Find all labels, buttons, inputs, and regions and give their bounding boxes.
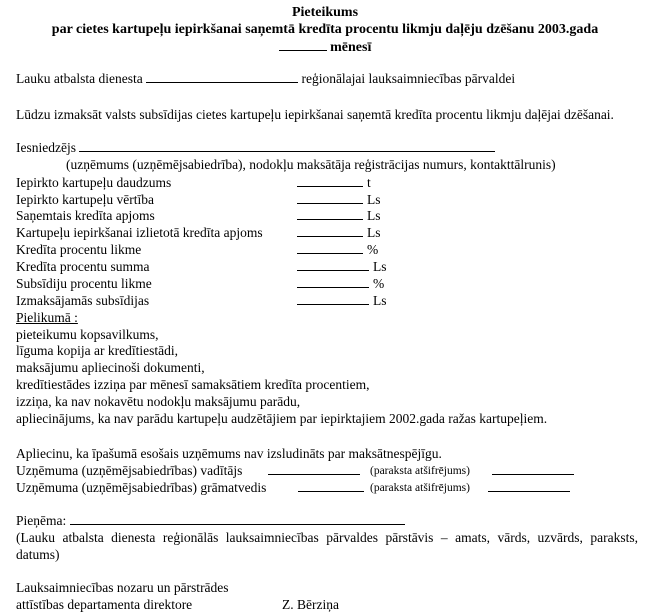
footer-name: Z. Bērziņa [282,597,339,612]
accountant-signature-blank[interactable] [298,479,364,492]
certification-statement: Apliecinu, ka īpašumā esošais uzņēmums nav izsludināts par maksātnespējīgu. [16,446,442,461]
request-text: Lūdzu izmaksāt valsts subsīdijas cietes kartupeļu iepirkšanai saņemtā kredīta procentu likmju daļējai dzēšanai. [16,107,614,122]
office-blank[interactable] [146,70,298,83]
footer-department: Lauksaimniecības nozaru un pārstrādes [16,580,229,595]
field-label: Izmaksājamās subsīdijas [16,293,150,308]
accepted-line [16,512,405,529]
field-blank[interactable] [297,258,369,271]
field-unit: Ls [367,208,381,223]
field-label: Iepirkto kartupeļu vērtība [16,192,154,207]
field-blank[interactable] [297,174,363,187]
field-blank[interactable] [297,275,369,288]
manager-name-blank[interactable] [492,462,574,475]
field-blank[interactable] [297,224,363,237]
attachment-item: maksājumu apliecinoši dokumenti, [16,360,205,375]
field-label: Iepirkto kartupeļu daudzums [16,175,172,190]
field-label: Kredīta procentu summa [16,259,150,274]
footer-title: attīstības departamenta direktore [16,597,193,612]
accountant-name-blank[interactable] [488,479,570,492]
office-suffix: reģionālajai lauksaimniecības pārvaldei [301,71,516,86]
field-label: Kredīta procentu likme [16,242,142,257]
applicant-blank[interactable] [79,139,495,152]
applicant-hint: (uzņēmums (uzņēmējsabiedrība), nodokļu maksātāja reģistrācijas numurs, kontakttālrunis) [66,157,556,172]
manager-signature-blank[interactable] [268,462,360,475]
accountant-label: Uzņēmuma (uzņēmējsabiedrības) grāmatvedis [16,480,267,495]
field-unit: t [367,175,371,190]
field-blank[interactable] [297,292,369,305]
manager-signature-hint: (paraksta atšifrējums) [370,465,470,477]
attachments-heading: Pielikumā : [16,310,78,325]
office-prefix: Lauku atbalsta dienesta [16,71,143,86]
field-label: Kartupeļu iepirkšanai izlietotā kredīta apjoms [16,225,263,240]
field-blank[interactable] [297,241,363,254]
attachment-item: apliecinājums, ka nav parādu kartupeļu audzētājiem par iepirktajiem 2002.gada ražas kartupeļiem. [16,411,548,426]
applicant-label: Iesniedzējs [16,140,76,155]
accepted-label: Pieņēma: [16,513,67,528]
accountant-signature-hint: (paraksta atšifrējums) [370,482,470,494]
field-unit: Ls [367,225,381,240]
office-line [16,70,515,87]
month-suffix: mēnesī [330,40,372,55]
attachment-item: izziņa, ka nav nokavētu nodokļu maksājumu parādu, [16,394,301,409]
field-label: Saņemtais kredīta apjoms [16,208,155,223]
manager-label: Uzņēmuma (uzņēmējsabiedrības) vadītājs [16,463,243,478]
field-unit: Ls [373,259,387,274]
form-subtitle: par cietes kartupeļu iepirkšanai saņemtā kredīta procentu likmju daļēju dzēšanu 2003.gada [51,22,599,37]
field-unit: % [367,242,379,257]
accepted-blank[interactable] [70,512,405,525]
field-label: Subsīdiju procentu likme [16,276,152,291]
field-unit: Ls [373,293,387,308]
attachment-item: pieteikumu kopsavilkums, [16,327,159,342]
form-month-line [0,38,650,56]
field-blank[interactable] [297,207,363,220]
accepted-hint: (Lauku atbalsta dienesta reģionālās lauksaimniecības pārvaldes pārstāvis – amats, vārds, uzvārds, paraksts, datums) [16,530,638,562]
month-blank[interactable] [279,38,327,51]
applicant-line [16,139,495,156]
field-blank[interactable] [297,191,363,204]
attachment-item: kredītiestādes izziņa par mēnesī samaksātiem kredīta procentiem, [16,377,370,392]
form-title: Pieteikums [291,5,359,20]
attachment-item: līguma kopija ar kredītiestādi, [16,343,178,358]
field-unit: % [373,276,385,291]
field-unit: Ls [367,192,381,207]
